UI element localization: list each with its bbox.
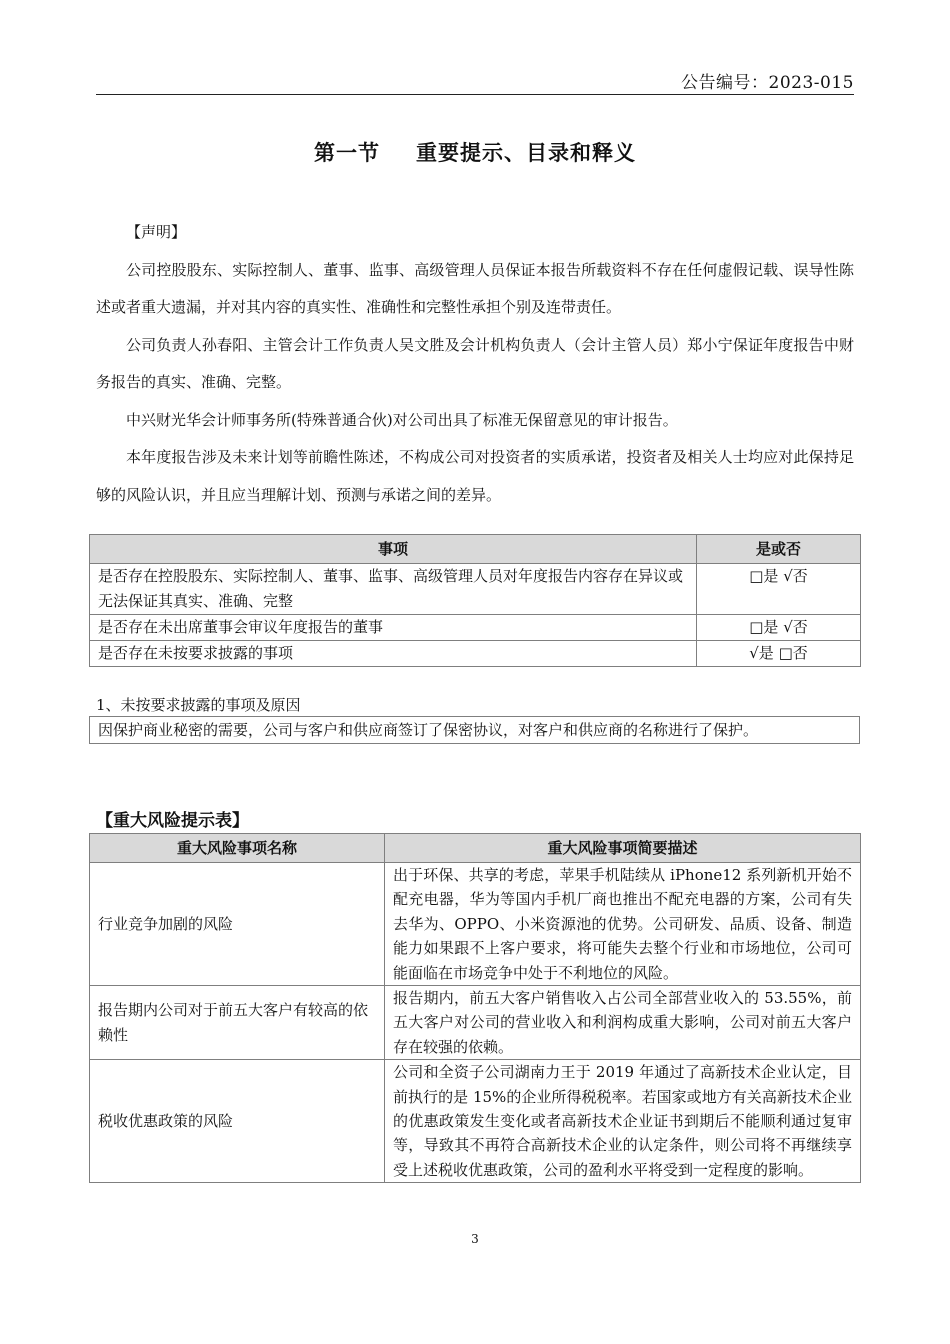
table-row — [90, 863, 861, 986]
risk-table-title: 【重大风险提示表】 — [96, 811, 249, 831]
table-row — [90, 615, 861, 641]
statement-block — [96, 214, 854, 514]
announcement-number: 公告编号：2023-015 — [681, 73, 854, 93]
statement-paragraph: 公司负责人孙春阳、主管会计工作负责人吴文胜及会计机构负责人（会计主管人员）郑小宁保证年度报告中财务报告的真实、准确、完整。 — [96, 335, 854, 391]
table-row — [90, 564, 861, 615]
table-header-row — [90, 834, 861, 863]
statement-paragraph: 中兴财光华会计师事务所(特殊普通合伙)对公司出具了标准无保留意见的审计报告。 — [126, 410, 678, 429]
risk-name: 税收优惠政策的风险 — [90, 1060, 385, 1183]
matter-item: 是否存在未出席董事会审议年度报告的董事 — [90, 615, 697, 641]
section-title — [96, 137, 854, 167]
risk-description: 出于环保、共享的考虑，苹果手机陆续从 iPhone12 系列新机开始不配充电器，华为等国内手机厂商也推出不配充电器的方案，公司有失去华为、OPPO、小米资源池的优势。公司研发、品质、设备、制造能力如果跟不上客户要求，将可能失去整个行业和市场地位，公司可能面临在市场竞争中处于不利地位的风险。 — [385, 863, 861, 986]
risk-table — [89, 833, 861, 1183]
undisclosed-reason: 因保护商业秘密的需要，公司与客户和供应商签订了保密协议，对客户和供应商的名称进行了保护。 — [89, 716, 860, 744]
statement-heading: 【声明】 — [126, 223, 187, 241]
header-divider — [96, 94, 854, 95]
statement-paragraph: 公司控股股东、实际控制人、董事、监事、高级管理人员保证本报告所载资料不存在任何虚假记载、误导性陈述或者重大遗漏，并对其内容的真实性、准确性和完整性承担个别及连带责任。 — [96, 260, 854, 316]
table-header-row — [90, 535, 861, 564]
table-row — [90, 1060, 861, 1183]
risk-name: 报告期内公司对于前五大客户有较高的依赖性 — [90, 986, 385, 1060]
risk-description: 公司和全资子公司湖南力王于 2019 年通过了高新技术企业认定，目前执行的是 15%的企业所得税税率。若国家或地方有关高新技术企业的优惠政策发生变化或者高新技术企业证书到期后不能顺利通过复审等，导致其不再符合高新技术企业的认定条件，则公司将不再继续享受上述税收优惠政策，公司的盈利水平将受到一定程度的影响。 — [385, 1060, 861, 1183]
section-number: 第一节 — [314, 141, 380, 165]
matter-item: 是否存在未按要求披露的事项 — [90, 641, 697, 667]
risk-name: 行业竞争加剧的风险 — [90, 863, 385, 986]
section-name: 重要提示、目录和释义 — [416, 141, 636, 165]
statement-paragraph: 本年度报告涉及未来计划等前瞻性陈述，不构成公司对投资者的实质承诺，投资者及相关人士均应对此保持足够的风险认识，并且应当理解计划、预测与承诺之间的差异。 — [96, 448, 854, 504]
column-header: 事项 — [90, 535, 697, 564]
matter-item: 是否存在控股股东、实际控制人、董事、监事、高级管理人员对年度报告内容存在异议或无法保证其真实、准确、完整 — [90, 564, 697, 615]
matter-answer: □是 √否 — [697, 615, 861, 641]
matter-answer: □是 √否 — [697, 564, 861, 615]
page-number: 3 — [471, 1232, 479, 1246]
column-header: 重大风险事项名称 — [90, 834, 385, 863]
undisclosed-title: 1、未按要求披露的事项及原因 — [96, 696, 301, 714]
table-row — [90, 641, 861, 667]
matters-table — [89, 534, 861, 667]
column-header: 是或否 — [697, 535, 861, 564]
table-row — [90, 986, 861, 1060]
risk-description: 报告期内，前五大客户销售收入占公司全部营业收入的 53.55%，前五大客户对公司的营业收入和利润构成重大影响，公司对前五大客户存在较强的依赖。 — [385, 986, 861, 1060]
column-header: 重大风险事项简要描述 — [385, 834, 861, 863]
matter-answer: √是 □否 — [697, 641, 861, 667]
